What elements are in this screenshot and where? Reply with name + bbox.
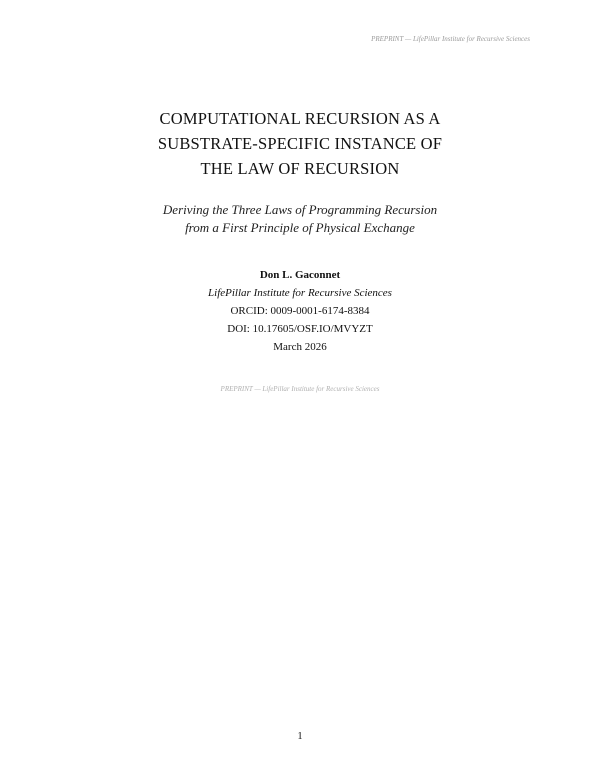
- author-orcid: ORCID: 0009-0001-6174-8384: [230, 305, 370, 317]
- paper-title: [0, 106, 600, 181]
- subtitle-line-2: from a First Principle of Physical Exchange: [185, 220, 415, 235]
- paper-date: March 2026: [273, 341, 327, 353]
- author-block: [0, 266, 600, 356]
- subtitle-line-1: Deriving the Three Laws of Programming Recursion: [162, 202, 438, 217]
- page-number: 1: [297, 731, 303, 742]
- author-affiliation: LifePillar Institute for Recursive Sciences: [208, 287, 392, 299]
- preprint-watermark: PREPRINT — LifePillar Institute for Recursive Sciences: [220, 385, 380, 393]
- running-header: PREPRINT — LifePillar Institute for Recursive Sciences: [371, 35, 530, 43]
- paper-doi: DOI: 10.17605/OSF.IO/MVYZT: [227, 323, 373, 335]
- title-line-2: SUBSTRATE-SPECIFIC INSTANCE OF: [157, 134, 443, 153]
- paper-subtitle: [0, 201, 600, 237]
- author-name: Don L. Gaconnet: [259, 269, 341, 281]
- title-line-1: COMPUTATIONAL RECURSION AS A: [159, 109, 441, 128]
- title-line-3: THE LAW OF RECURSION: [200, 159, 400, 178]
